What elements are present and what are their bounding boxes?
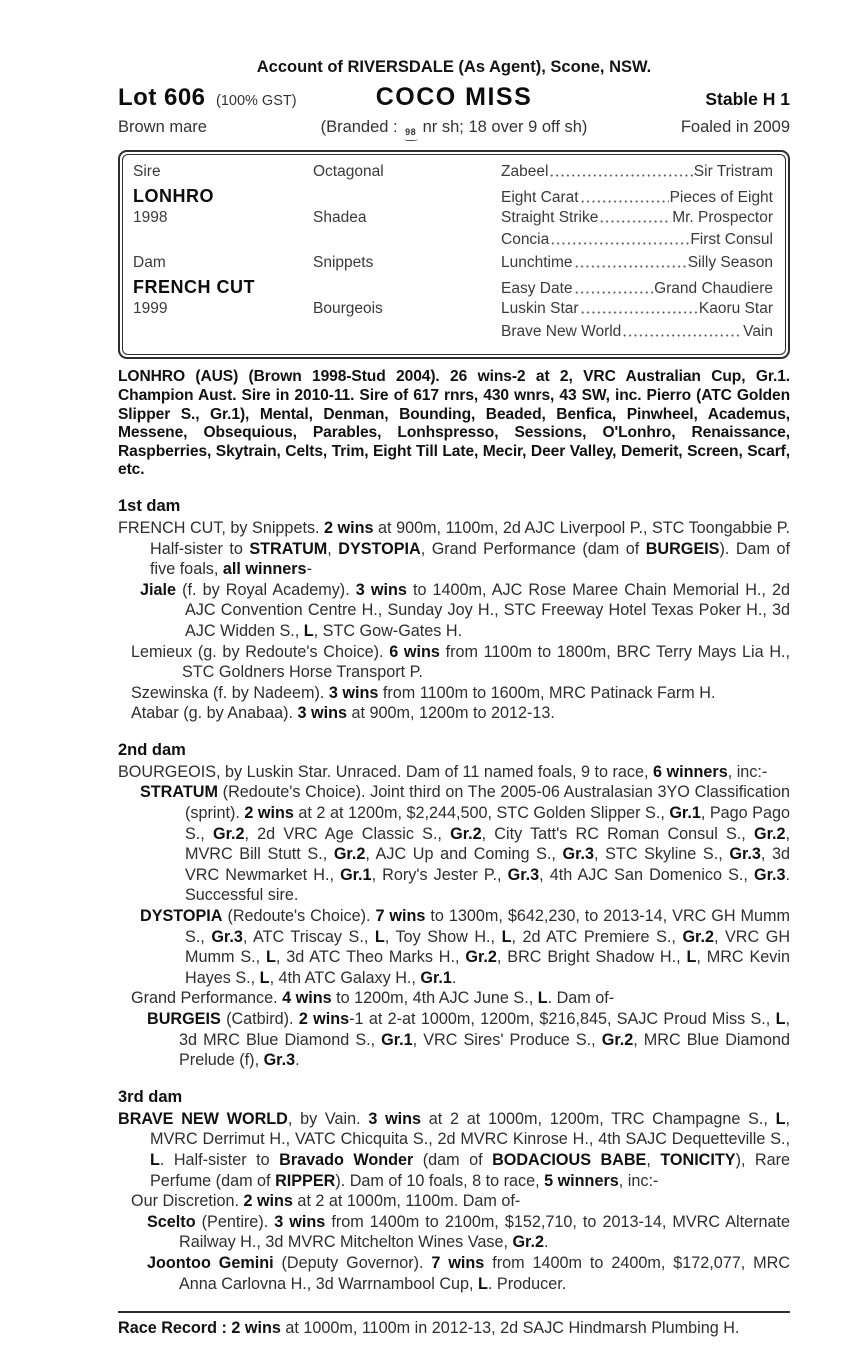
ancestor-right: Vain [743, 322, 773, 340]
pedigree-ancestors [501, 189, 773, 207]
lot-line [118, 83, 790, 112]
pedigree-parent: Snippets [313, 254, 374, 272]
account-line: Account of RIVERSDALE (As Agent), Scone, NSW. [256, 58, 652, 76]
foaled: Foaled in 2009 [680, 118, 790, 136]
ancestor-right: Mr. Prospector [672, 208, 773, 226]
sire-summary: LONHRO (AUS) (Brown 1998-Stud 2004). 26 wins-2 at 2, VRC Australian Cup, Gr.1. Champion Aust. Sire in 2010-11. Sire of 617 rnrs, 430 wnrs, 43 SW, inc. Pierro (ATC Golden Slipper S., Gr.1), Mental, Denman, Bounding, Beaded, Benfica, Pinwheel, Academus, Messene, Obsequious, Parables, Lonhspresso, Sessions, O'Lonhro, Renaissance, Raspberries, Skytrain, Celts, Trim, Eight Till Late, Mecir, Deer Valley, Demerit, Screen, Scarf, etc. [118, 368, 790, 479]
ancestor-right: First Consul [690, 231, 773, 249]
pedigree-cell: Dam [133, 254, 166, 272]
pedigree-paragraph: Grand Performance. 4 wins to 1200m, 4th AJC June S., L. Dam of- [131, 989, 615, 1008]
section-heading: 3rd dam [118, 1087, 183, 1106]
ancestor-right: Pieces of Eight [669, 188, 773, 206]
pedigree-paragraph: Szewinska (f. by Nadeem). 3 wins from 1100m to 1600m, MRC Patinack Farm H. [131, 683, 716, 702]
pedigree-parent: Bourgeois [313, 299, 383, 317]
pedigree-parent: Octagonal [313, 163, 384, 180]
pedigree-parent: Shadea [313, 208, 367, 226]
pedigree-paragraph: Our Discretion. 2 wins at 2 at 1000m, 1100m. Dam of- [131, 1192, 521, 1211]
ancestor-left: Straight Strike [501, 208, 599, 226]
lot-left [118, 84, 376, 112]
pedigree-paragraph: BOURGEOIS, by Luskin Star. Unraced. Dam of 11 named foals, 9 to race, 6 winners, inc:- [118, 762, 768, 781]
ancestor-left: Brave New World [501, 322, 622, 340]
pedigree-grid [122, 154, 786, 355]
ancestor-left: Easy Date [501, 279, 573, 297]
pedigree-box [118, 150, 790, 359]
section-heading: 2nd dam [118, 740, 186, 759]
branded-text [321, 118, 588, 141]
ancestor-right: Kaoru Star [698, 299, 773, 317]
gst-note: (100% GST) [215, 93, 297, 109]
race-record-rule [118, 1311, 790, 1313]
dot-leader [550, 236, 689, 249]
ancestor-left: Eight Carat [501, 188, 579, 206]
pedigree-paragraph: BRAVE NEW WORLD, by Vain. 3 wins at 2 at 1000m, 1200m, TRC Champagne S., L, MVRC Derrimut H., VATC Chicquita S., 2d MVRC Kinrose H., 4th SAJC Dequetteville S., L. Half-sister to Bravado Wonder (dam of BODACIOUS BABE, TONICITY), Rare Perfume (dam of RIPPER). Dam of 10 foals, 8 to race, 5 winners, inc:- [118, 1109, 790, 1190]
ancestor-left: Zabeel [501, 163, 549, 180]
pedigree-horse-name: FRENCH CUT [133, 276, 255, 297]
dot-leader [549, 168, 692, 181]
pedigree-ancestors [501, 231, 773, 249]
pedigree-row [133, 323, 773, 346]
dot-leader [599, 214, 671, 227]
pedigree-row [133, 300, 773, 323]
brand-mark-icon: 98 [404, 128, 418, 141]
horse-name: COCO MISS [375, 83, 533, 111]
lot-number: Lot 606 [118, 84, 206, 111]
pedigree-ancestors [501, 254, 773, 272]
ancestor-left: Luskin Star [501, 299, 579, 317]
pedigree-paragraph: Joontoo Gemini (Deputy Governor). 7 wins from 1400m to 2400m, $172,077, MRC Anna Carlovna H., 3d Warrnambool Cup, L. Producer. [147, 1253, 791, 1293]
dot-leader [574, 259, 687, 272]
ancestor-left: Concia [501, 231, 550, 249]
pedigree-row [133, 163, 773, 186]
pedigree-paragraph: FRENCH CUT, by Snippets. 2 wins at 900m, 1100m, 2d AJC Liverpool P., STC Toongabbie P. Half-sister to STRATUM, DYSTOPIA, Grand Performance (dam of BURGEIS). Dam of five foals, all winners- [118, 518, 791, 579]
pedigree-paragraph: Lemieux (g. by Redoute's Choice). 6 wins from 1100m to 1800m, BRC Terry Mays Lia H., STC Goldners Horse Transport P. [131, 642, 790, 682]
race-record: Race Record : 2 wins at 1000m, 1100m in 2012-13, 2d SAJC Hindmarsh Plumbing H. [118, 1319, 740, 1338]
pedigree-row [133, 186, 773, 209]
dot-leader [580, 194, 669, 207]
pedigree-row [133, 231, 773, 254]
pedigree-ancestors [501, 163, 773, 181]
pedigree-ancestors [501, 280, 773, 298]
pedigree-row [133, 254, 773, 277]
pedigree-ancestors [501, 300, 773, 318]
dot-leader [574, 285, 654, 298]
pedigree-paragraph: Jiale (f. by Royal Academy). 3 wins to 1400m, AJC Rose Maree Chain Memorial H., 2d AJC Convention Centre H., Sunday Joy H., STC Freeway Hotel Texas Poker H., 3d AJC Widden S., L, STC Gow-Gates H. [140, 580, 791, 640]
stable-number: Stable H 1 [705, 89, 790, 109]
branded-prefix: (Branded : [320, 118, 398, 136]
pedigree-ancestors [501, 323, 773, 341]
pedigree-paragraph: STRATUM (Redoute's Choice). Joint third on The 2005-06 Australasian 3YO Classification (sprint). 2 wins at 2 at 1200m, $2,244,500, STC Golden Slipper S., Gr.1, Pago Pago S., Gr.2, 2d VRC Age Classic S., Gr.2, City Tatt's RC Roman Consul S., Gr.2, MVRC Bill Stutt S., Gr.2, AJC Up and Coming S., Gr.3, STC Skyline S., Gr.3, 3d VRC Newmarket H., Gr.1, Rory's Jester P., Gr.3, 4th AJC San Domenico S., Gr.3. Successful sire. [140, 783, 790, 905]
detail-line [118, 118, 790, 141]
pedigree-cell: Sire [133, 163, 161, 180]
dot-leader [580, 305, 698, 318]
ancestor-right: Silly Season [687, 254, 773, 272]
pedigree-row [133, 209, 773, 232]
pedigree-horse-name: LONHRO [133, 185, 214, 206]
pedigree-cell: 1999 [133, 299, 168, 317]
branded-suffix: nr sh; 18 over 9 off sh) [422, 118, 588, 136]
pedigree-ancestors [501, 209, 773, 227]
pedigree-paragraph: Scelto (Pentire). 3 wins from 1400m to 2100m, $152,710, to 2013-14, MVRC Alternate Railway H., 3d MVRC Mitchelton Wines Vase, Gr.2. [147, 1212, 790, 1252]
pedigree-cell: 1998 [133, 208, 168, 226]
section-heading: 1st dam [118, 496, 181, 515]
ancestor-right: Grand Chaudiere [654, 279, 773, 297]
pedigree-row [133, 277, 773, 300]
pedigree-paragraph: DYSTOPIA (Redoute's Choice). 7 wins to 1300m, $642,230, to 2013-14, VRC GH Mumm S., Gr.3, ATC Triscay S., L, Toy Show H., L, 2d ATC Premiere S., Gr.2, VRC GH Mumm S., L, 3d ATC Theo Marks H., Gr.2, BRC Bright Shadow H., L, MRC Kevin Hayes S., L, 4th ATC Galaxy H., Gr.1. [140, 907, 791, 987]
ancestor-right: Sir Tristram [693, 163, 773, 180]
dot-leader [622, 328, 742, 341]
pedigree-paragraph: Atabar (g. by Anabaa). 3 wins at 900m, 1200m to 2012-13. [131, 704, 555, 723]
colour-sex: Brown mare [118, 118, 207, 136]
dam-sections [118, 497, 790, 1294]
ancestor-left: Lunchtime [501, 254, 573, 272]
pedigree-paragraph: BURGEIS (Catbird). 2 wins-1 at 2-at 1000m, 1200m, $216,845, SAJC Proud Miss S., L, 3d MRC Blue Diamond S., Gr.1, VRC Sires' Produce S., Gr.2, MRC Blue Diamond Prelude (f), Gr.3. [147, 1010, 790, 1070]
